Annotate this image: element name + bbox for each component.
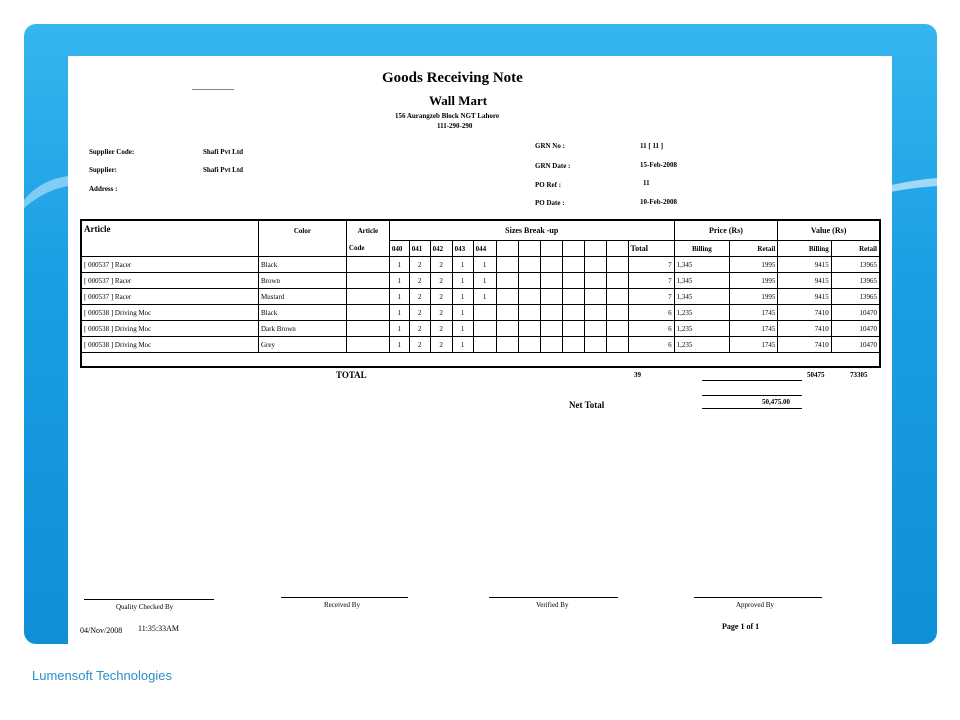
company-address: 156 Aurangzeb Block NGT Lahore bbox=[395, 112, 499, 120]
grn-document bbox=[68, 56, 892, 644]
row-size-qty: 1 bbox=[452, 321, 473, 337]
header-code: Code bbox=[346, 241, 389, 257]
row-empty-size bbox=[540, 289, 562, 305]
row-size-qty: 2 bbox=[430, 257, 452, 273]
row-price-retail: 1995 bbox=[730, 273, 778, 289]
row-value-billing: 7410 bbox=[778, 321, 831, 337]
row-size-qty: 2 bbox=[409, 289, 430, 305]
row-total: 7 bbox=[628, 289, 674, 305]
verified-signature-line bbox=[489, 597, 618, 598]
row-empty-size bbox=[518, 305, 540, 321]
approved-signature-line bbox=[694, 597, 822, 598]
row-empty-size bbox=[518, 337, 540, 353]
row-size-qty: 1 bbox=[452, 337, 473, 353]
header-article: Article bbox=[82, 221, 259, 257]
row-size-qty: 2 bbox=[409, 273, 430, 289]
row-empty-size bbox=[540, 337, 562, 353]
row-color: Dark Brown bbox=[258, 321, 346, 337]
supplier-code-label: Supplier Code: bbox=[89, 148, 135, 156]
row-empty-size bbox=[606, 257, 628, 273]
row-empty-size bbox=[518, 289, 540, 305]
table-row bbox=[82, 321, 880, 337]
total-retail-value: 73305 bbox=[850, 371, 868, 379]
row-article-code bbox=[346, 273, 389, 289]
row-article: [ 000538 ] Driving Moc bbox=[82, 305, 259, 321]
row-color: Grey bbox=[258, 337, 346, 353]
po-ref-label: PO Ref : bbox=[535, 181, 562, 189]
row-color: Black bbox=[258, 305, 346, 321]
total-label: TOTAL bbox=[336, 370, 367, 380]
table-total-row bbox=[82, 353, 880, 367]
footer-company: Lumensoft Technologies bbox=[32, 668, 172, 683]
row-article-code bbox=[346, 305, 389, 321]
row-empty-size bbox=[584, 321, 606, 337]
row-article: [ 000537 ] Racer bbox=[82, 257, 259, 273]
header-value-retail: Retail bbox=[831, 241, 879, 257]
row-empty-size bbox=[540, 321, 562, 337]
row-size-qty: 1 bbox=[473, 273, 496, 289]
net-total-line-1 bbox=[702, 395, 802, 396]
row-empty-size bbox=[562, 321, 584, 337]
total-row-cell bbox=[82, 353, 880, 367]
row-price-billing: 1,235 bbox=[674, 305, 729, 321]
row-size-qty: 1 bbox=[452, 305, 473, 321]
row-color: Mustard bbox=[258, 289, 346, 305]
row-empty-size bbox=[496, 289, 518, 305]
grn-date-label: GRN Date : bbox=[535, 162, 571, 170]
row-size-qty: 2 bbox=[409, 305, 430, 321]
logo-placeholder-line bbox=[192, 89, 234, 90]
size-040: 040 bbox=[389, 241, 409, 257]
row-value-retail: 13965 bbox=[831, 257, 879, 273]
net-total-value: 50,475.00 bbox=[762, 398, 790, 406]
row-size-qty: 2 bbox=[409, 321, 430, 337]
header-color: Color bbox=[258, 221, 346, 257]
grn-no-value: 11 [ 11 ] bbox=[640, 142, 664, 150]
grn-date-value: 15-Feb-2008 bbox=[640, 161, 677, 169]
grn-items-table bbox=[80, 219, 881, 368]
row-empty-size bbox=[562, 289, 584, 305]
row-price-billing: 1,235 bbox=[674, 321, 729, 337]
row-size-qty: 2 bbox=[430, 273, 452, 289]
row-size-qty: 2 bbox=[430, 321, 452, 337]
table-row bbox=[82, 305, 880, 321]
net-total-line-2 bbox=[702, 408, 802, 409]
size-043: 043 bbox=[452, 241, 473, 257]
row-empty-size bbox=[606, 337, 628, 353]
row-empty-size bbox=[606, 273, 628, 289]
row-total: 6 bbox=[628, 321, 674, 337]
row-empty-size bbox=[562, 273, 584, 289]
row-empty-size bbox=[562, 337, 584, 353]
row-size-qty: 1 bbox=[389, 289, 409, 305]
row-empty-size bbox=[540, 257, 562, 273]
row-size-qty bbox=[473, 337, 496, 353]
row-value-billing: 9415 bbox=[778, 257, 831, 273]
row-article-code bbox=[346, 257, 389, 273]
row-size-qty: 1 bbox=[473, 289, 496, 305]
row-value-billing: 9415 bbox=[778, 289, 831, 305]
doc-title: Goods Receiving Note bbox=[382, 70, 523, 86]
row-price-retail: 1745 bbox=[730, 321, 778, 337]
print-date: 04/Nov/2008 bbox=[80, 626, 123, 635]
header-sizes-breakup: Sizes Break -up bbox=[389, 221, 674, 241]
row-empty-size bbox=[584, 257, 606, 273]
row-size-qty: 2 bbox=[409, 257, 430, 273]
row-price-billing: 1,345 bbox=[674, 273, 729, 289]
received-by-label: Received By bbox=[324, 601, 360, 609]
po-date-value: 10-Feb-2008 bbox=[640, 198, 677, 206]
row-value-retail: 10470 bbox=[831, 305, 879, 321]
row-total: 7 bbox=[628, 257, 674, 273]
row-article-code bbox=[346, 337, 389, 353]
row-empty-size bbox=[584, 273, 606, 289]
row-empty-size bbox=[606, 289, 628, 305]
row-price-billing: 1,345 bbox=[674, 289, 729, 305]
row-size-qty: 2 bbox=[430, 337, 452, 353]
row-value-retail: 13965 bbox=[831, 273, 879, 289]
row-size-qty: 1 bbox=[389, 257, 409, 273]
header-value: Value (Rs) bbox=[778, 221, 880, 241]
row-empty-size bbox=[584, 337, 606, 353]
row-size-qty: 1 bbox=[452, 273, 473, 289]
row-price-retail: 1745 bbox=[730, 305, 778, 321]
row-color: Black bbox=[258, 257, 346, 273]
row-size-qty: 2 bbox=[430, 305, 452, 321]
verified-by-label: Verified By bbox=[536, 601, 569, 609]
row-empty-size bbox=[496, 337, 518, 353]
row-empty-size bbox=[496, 273, 518, 289]
header-article-code: Article bbox=[346, 221, 389, 241]
net-total-label: Net Total bbox=[569, 400, 605, 410]
row-article-code bbox=[346, 289, 389, 305]
row-article: [ 000538 ] Driving Moc bbox=[82, 321, 259, 337]
row-empty-size bbox=[584, 289, 606, 305]
table-row bbox=[82, 257, 880, 273]
row-empty-size bbox=[518, 257, 540, 273]
row-value-billing: 7410 bbox=[778, 337, 831, 353]
row-size-qty: 1 bbox=[452, 289, 473, 305]
row-size-qty: 1 bbox=[452, 257, 473, 273]
address-label: Address : bbox=[89, 185, 118, 193]
row-empty-size bbox=[562, 305, 584, 321]
row-size-qty: 2 bbox=[430, 289, 452, 305]
row-price-billing: 1,345 bbox=[674, 257, 729, 273]
row-value-retail: 10470 bbox=[831, 337, 879, 353]
size-041: 041 bbox=[409, 241, 430, 257]
row-price-retail: 1745 bbox=[730, 337, 778, 353]
received-signature-line bbox=[281, 597, 408, 598]
row-size-qty: 1 bbox=[389, 321, 409, 337]
row-size-qty: 1 bbox=[389, 273, 409, 289]
size-042: 042 bbox=[430, 241, 452, 257]
row-empty-size bbox=[540, 305, 562, 321]
row-empty-size bbox=[562, 257, 584, 273]
row-article: [ 000537 ] Racer bbox=[82, 273, 259, 289]
row-empty-size bbox=[606, 321, 628, 337]
size-044: 044 bbox=[473, 241, 496, 257]
supplier-label: Supplier: bbox=[89, 166, 118, 174]
row-color: Brown bbox=[258, 273, 346, 289]
row-total: 6 bbox=[628, 337, 674, 353]
row-size-qty bbox=[473, 321, 496, 337]
row-empty-size bbox=[496, 305, 518, 321]
table-row bbox=[82, 273, 880, 289]
company-name: Wall Mart bbox=[429, 93, 488, 108]
row-empty-size bbox=[496, 257, 518, 273]
row-value-billing: 7410 bbox=[778, 305, 831, 321]
table-row bbox=[82, 289, 880, 305]
row-value-retail: 10470 bbox=[831, 321, 879, 337]
quality-checked-by-label: Quality Checked By bbox=[116, 603, 174, 611]
grn-no-label: GRN No : bbox=[535, 142, 565, 150]
supplier-code-value: Shafi Pvt Ltd bbox=[203, 148, 244, 156]
row-size-qty: 1 bbox=[473, 257, 496, 273]
row-total: 6 bbox=[628, 305, 674, 321]
total-billing-value: 50475 bbox=[807, 371, 825, 379]
approved-by-label: Approved By bbox=[736, 601, 774, 609]
header-total: Total bbox=[628, 241, 674, 257]
row-size-qty: 1 bbox=[389, 305, 409, 321]
row-total: 7 bbox=[628, 273, 674, 289]
table-row bbox=[82, 337, 880, 353]
supplier-value: Shafi Pvt Ltd bbox=[203, 166, 244, 174]
row-value-retail: 13965 bbox=[831, 289, 879, 305]
po-date-label: PO Date : bbox=[535, 199, 565, 207]
company-phone: 111-290-290 bbox=[437, 122, 473, 130]
row-size-qty: 1 bbox=[389, 337, 409, 353]
row-empty-size bbox=[606, 305, 628, 321]
quality-signature-line bbox=[84, 599, 214, 600]
row-price-retail: 1995 bbox=[730, 289, 778, 305]
row-article: [ 000537 ] Racer bbox=[82, 289, 259, 305]
header-value-billing: Billing bbox=[778, 241, 831, 257]
row-empty-size bbox=[518, 273, 540, 289]
row-empty-size bbox=[496, 321, 518, 337]
header-price-billing: Billing bbox=[674, 241, 729, 257]
row-price-billing: 1,235 bbox=[674, 337, 729, 353]
row-article: [ 000538 ] Driving Moc bbox=[82, 337, 259, 353]
net-total-line-top bbox=[702, 380, 802, 381]
print-time: 11:35:33AM bbox=[138, 624, 180, 633]
row-empty-size bbox=[584, 305, 606, 321]
header-price-retail: Retail bbox=[730, 241, 778, 257]
row-size-qty: 2 bbox=[409, 337, 430, 353]
row-value-billing: 9415 bbox=[778, 273, 831, 289]
total-quantity: 39 bbox=[634, 371, 641, 379]
header-price: Price (Rs) bbox=[674, 221, 778, 241]
row-empty-size bbox=[540, 273, 562, 289]
row-price-retail: 1995 bbox=[730, 257, 778, 273]
row-size-qty bbox=[473, 305, 496, 321]
po-ref-value: 11 bbox=[643, 179, 650, 187]
row-empty-size bbox=[518, 321, 540, 337]
page-number: Page 1 of 1 bbox=[722, 622, 760, 631]
row-article-code bbox=[346, 321, 389, 337]
